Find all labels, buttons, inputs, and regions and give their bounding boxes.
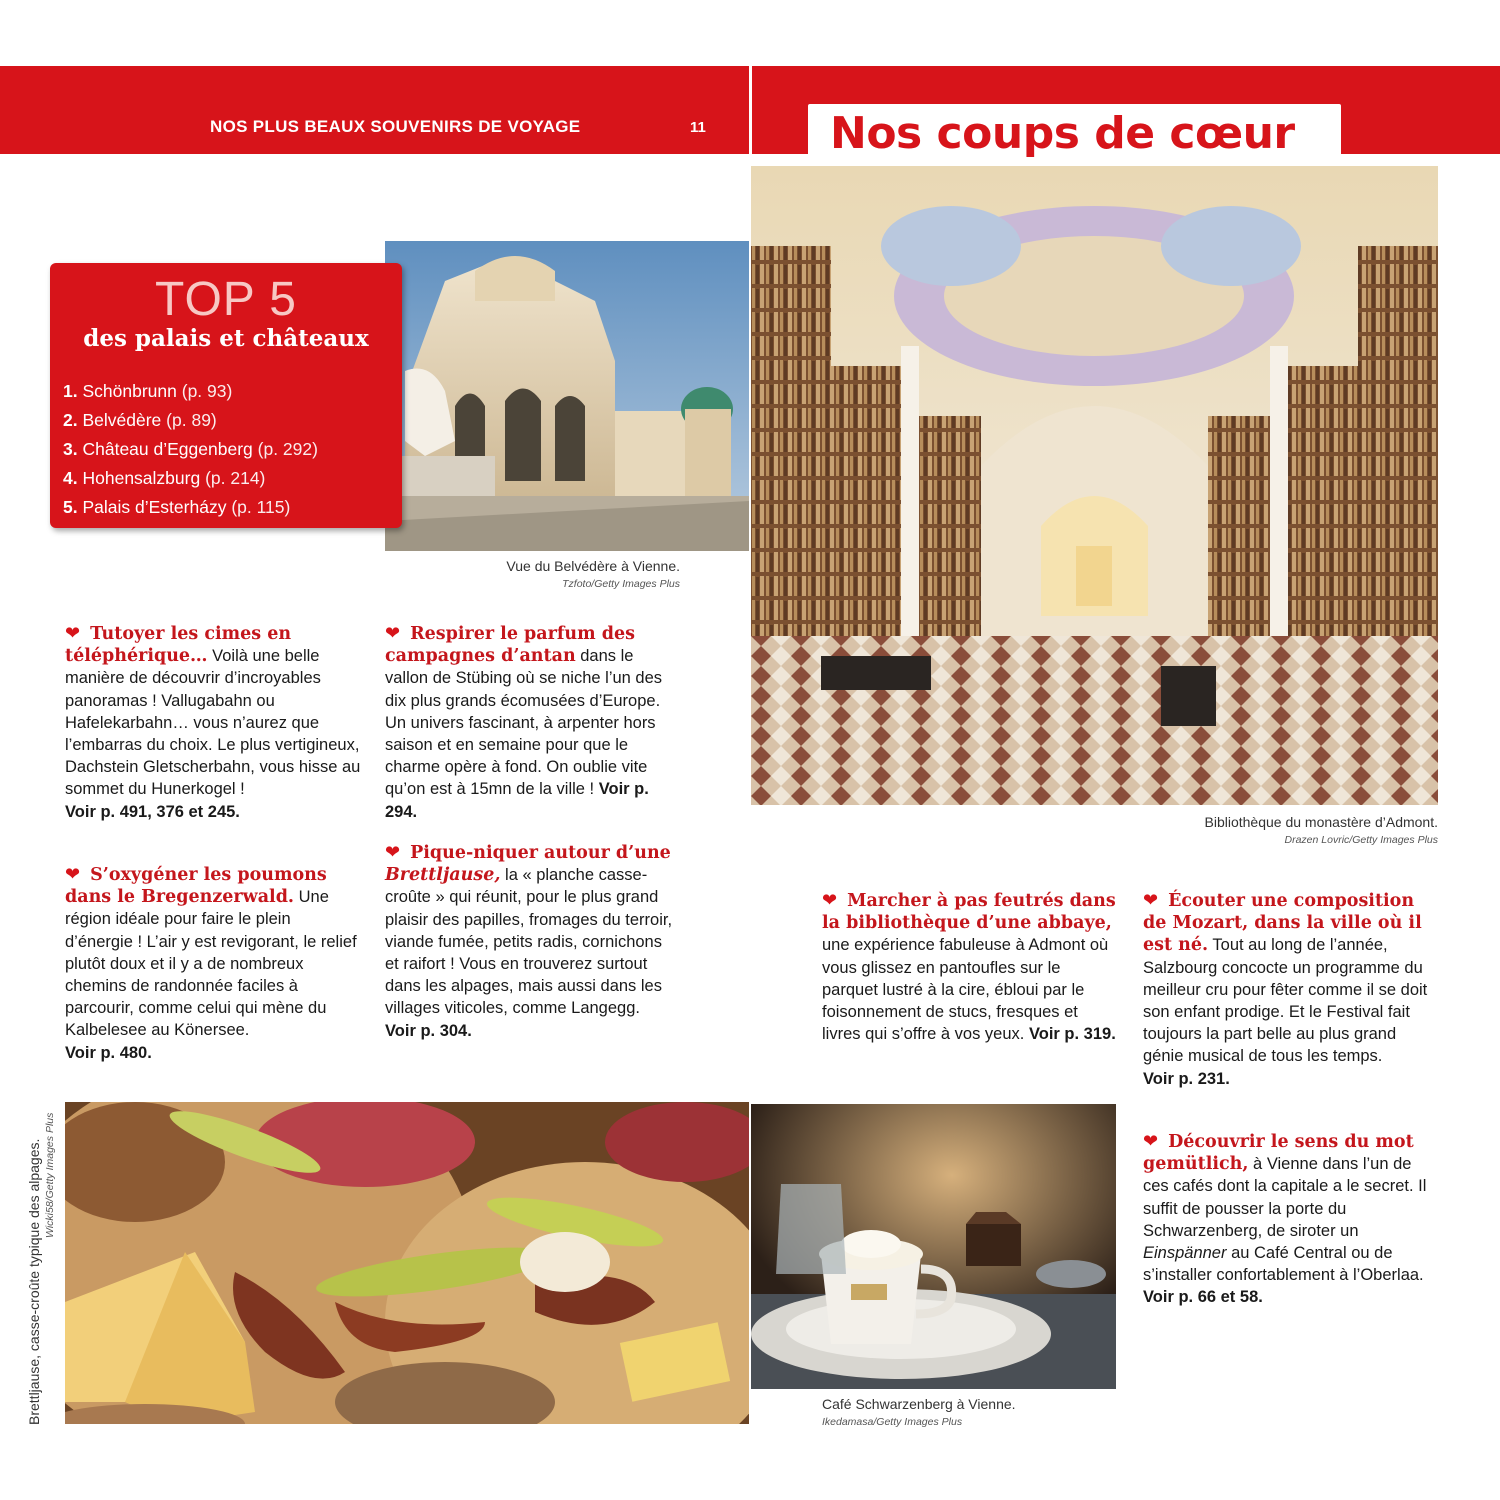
admont-library-photo [751,166,1438,805]
block-body: Tout au long de l’année, Salzbourg concocte un programme du meilleur cru pour fêter comme il se doit son enfant prodige. Et le Festival fait toujours la part belle au plus grand génie musical de tous les temps. [1143,936,1428,1066]
text-block-pique-nique [385,841,675,1042]
heart-icon: ❤ [385,623,401,643]
heart-icon: ❤ [65,623,81,643]
belvedere-caption: Vue du Belvédère à Vienne. [506,558,680,574]
top5-subtitle: des palais et châteaux [83,325,369,352]
block-body-italic: Einspänner [1143,1244,1227,1263]
block-reference: Voir p. 66 et 58. [1143,1288,1263,1307]
block-heading: Respirer le parfum des campagnes d’antan [385,624,635,667]
heart-icon: ❤ [385,842,401,862]
top5-list [63,377,318,522]
page-number: 11 [690,119,706,136]
heart-icon: ❤ [1143,1131,1159,1151]
text-block-mozart [1143,889,1439,1090]
block-heading: Écouter une composition de Mozart, dans la ville où il est né. [1143,891,1422,956]
text-block-bregenzerwald [65,863,361,1064]
block-body: Voilà une belle manière de découvrir d’incroyables panoramas ! Vallugabahn ou Hafelekarbahn… vous n’aurez que l’embarras du choix. Le plus vertigineux, Dachstein Gletscherbahn, vous hisse au sommet du Hunerkogel ! [65,647,361,799]
section-title: Nos coups de cœur [830,108,1295,159]
belvedere-credit: Tzfoto/Getty Images Plus [562,578,680,590]
block-heading: Découvrir le sens du mot gemütlich, [1143,1132,1414,1175]
cafe-photo [751,1104,1116,1389]
block-body: dans le vallon de Stübing où se niche l’un des dix plus grands écomusées d’Europe. Un univers fascinant, à arpenter hors saison et en semaine pour que le charme opère à fond. On oublie vite qu’on est à 15mn de la ville ! [385,647,663,799]
block-reference: Voir p. 294. [385,780,649,821]
block-body: la « planche casse-croûte » qui réunit, pour le plus grand plaisir des papilles, fromages du terroir, viande fumée, petits radis, cornichons et raifort ! Vous en trouverez surtout dans les alpages, mais aussi dans les villages viticoles, comme Langegg. [385,866,673,1018]
block-reference: Voir p. 480. [65,1043,152,1062]
heart-icon: ❤ [1143,890,1159,910]
top5-item: 3. Château d’Eggenberg (p. 292) [63,439,318,459]
block-heading: S’oxygéner les poumons dans le Bregenzerwald. [65,865,327,908]
block-body: une expérience fabuleuse à Admont où vous glissez en pantoufles sur le parquet lustré à la cire, ébloui par le foisonnement de stucs, fresques et livres qui s’offre à vos yeux. [822,936,1109,1044]
admont-caption: Bibliothèque du monastère d’Admont. [1204,814,1438,830]
block-body: à Vienne dans l’un de ces cafés dont la capitale a le secret. Il suffit de pousser la porte du Schwarzenberg, de siroter un [1143,1155,1427,1240]
text-block-bibliotheque [822,889,1117,1045]
running-title: NOS PLUS BEAUX SOUVENIRS DE VOYAGE [210,117,581,136]
brettljause-photo [65,1102,749,1424]
block-heading: Pique-niquer autour d’une [410,843,671,863]
page-spine [749,66,752,154]
brettljause-credit: Wicki58/Getty Images Plus [44,1112,56,1238]
block-heading-italic: Brettljause, [385,865,501,886]
cafe-credit: Ikedamasa/Getty Images Plus [822,1416,963,1428]
heart-icon: ❤ [822,890,838,910]
block-body: Une région idéale pour faire le plein d’énergie ! L’air y est revigorant, le relief plutôt doux et il y a de nombreux chemins de randonnée faciles à parcourir, comme celui qui mène du Kalbelesee au Könersee. [65,888,357,1040]
block-heading: Tutoyer les cimes en téléphérique… [65,624,292,667]
top5-item: 5. Palais d’Esterházy (p. 115) [63,497,291,517]
text-block-campagnes [385,622,675,823]
block-reference: Voir p. 491, 376 et 245. [65,802,240,821]
text-block-gemutlich [1143,1130,1439,1309]
top5-item: 2. Belvédère (p. 89) [63,410,217,430]
heart-icon: ❤ [65,864,81,884]
text-block-cimes [65,622,361,823]
admont-credit: Drazen Lovric/Getty Images Plus [1284,834,1438,846]
block-reference: Voir p. 231. [1143,1069,1230,1088]
belvedere-photo [385,241,749,551]
top5-item: 1. Schönbrunn (p. 93) [63,381,233,401]
top5-title: TOP 5 [155,273,297,326]
top5-item: 4. Hohensalzburg (p. 214) [63,468,266,488]
brettljause-caption: Brettljause, casse-croûte typique des alpages. [26,1138,42,1425]
block-body: au Café Central ou de s’installer confortablement à l’Oberlaa. [1143,1244,1424,1285]
cafe-caption: Café Schwarzenberg à Vienne. [822,1396,1016,1412]
block-reference: Voir p. 319. [1028,1025,1116,1044]
block-heading: Marcher à pas feutrés dans la bibliothèque d’une abbaye, [822,891,1116,934]
block-reference: Voir p. 304. [385,1021,472,1040]
